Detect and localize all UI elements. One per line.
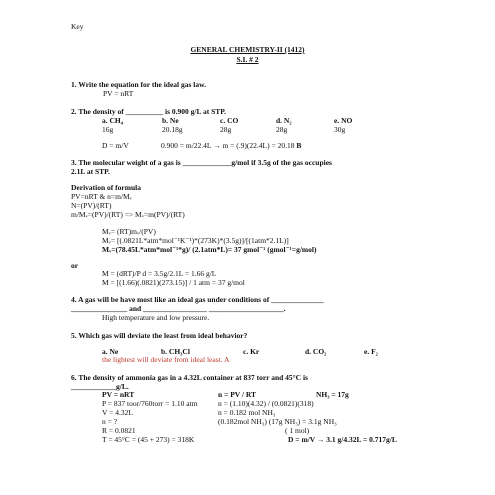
q1-answer: PV = nRT [103,89,134,98]
q4-prompt-line2: _______________ and _________________ ____________________. [71,304,286,313]
q2-calc-answer: B [296,141,302,150]
q3-equation-line1: Mᵥ= (RT)mᵥ/(PV) [102,227,156,236]
q6-header-ideal-gas: PV = nRT [102,390,135,399]
q2-mass-a: 16g [102,125,114,134]
q3-derivation-line1: PV=nRT & n=m/Mᵥ [71,192,132,201]
q5-prompt: 5. Which gas will deviate the least from ideal behavior? [71,331,248,340]
q1-prompt: 1. Write the equation for the ideal gas law. [71,80,206,89]
q3-equation-line3: Mᵥ=(78.45L*atm*mol⁻¹*g)/ (2.1atm*L)= 37 gmol⁻¹ (gmol⁻¹=g/mol) [102,245,317,254]
q2-mass-d: 28g [276,125,288,134]
q3-derivation-line2: N=(PV)/(RT) [71,201,112,210]
q3-derivation-heading: Derivation of formula [71,183,141,192]
q5-option-d: d. CO₂ [305,347,327,356]
q2-option-c: c. CO [220,116,239,125]
q2-mass-b: 20.18g [162,125,183,134]
q4-prompt-line1: 4. A gas will be have most like an ideal gas under conditions of ______________ [71,295,324,304]
q3-alt-line1: M = (dRT)/P d = 3.5g/2.1L = 1.66 g/L [102,269,217,278]
q3-derivation-line3: m/Mᵥ=(PV)/(RT) => Mᵥ=m(PV)/(RT) [71,210,185,219]
q6-given-temperature: T = 45°C = (45 + 273) = 318K [102,435,195,444]
q6-calc-moles-result: n = 0.182 mol NH₃ [218,408,276,417]
q6-prompt-line1: 6. The density of ammonia gas in a 4.32L container at 837 torr and 45°C is [71,373,308,382]
q6-given-r: R = 0.0821 [102,426,136,435]
q6-given-pressure: P = 837 toor/760torr = 1.10 atm [102,399,198,408]
q2-option-b: b. Ne [162,116,179,125]
q2-option-e: e. NO [334,116,353,125]
q5-option-a: a. Ne [102,347,119,356]
q6-given-volume: V = 4.32L [102,408,133,417]
q3-prompt-line1: 3. The molecular weight of a gas is _____________g/mol if 3.5g of the gas occupies [71,158,332,167]
q6-final-density: D = m/V → 3.1 g/4.32L = 0.717g/L [288,435,397,444]
q3-alt-line2: M = [(1.66)(.0821)(273.15)] / 1 atm = 37 g/mol [102,278,245,287]
q2-calc-right: 0.900 = m/22.4L → m = (.9)(22.4L) = 20.18 B [161,141,302,150]
q3-equation-line2: Mᵥ= [(.0821L*atm*mol⁻¹K⁻¹)*(273K)*(3.5g)]/[(1atm*2.1L)] [102,236,289,245]
q6-calc-mass-denominator: ( 1 mol) [285,426,310,435]
q6-calc-mass: (0.182mol NH₃) (17g NH₃) = 3.1g NH₃ [218,417,337,426]
q2-mass-c: 28g [220,125,232,134]
q6-prompt-line2: ____________g/L. [71,382,129,391]
q6-header-moles: n = PV / RT [218,390,257,399]
key-label: Key [71,22,84,31]
q5-option-b: b. CH₃Cl [161,347,190,356]
q6-given-moles: n = ? [102,417,118,426]
q5-option-c: c. Kr [243,347,260,356]
q2-option-a: a. CH₄ [102,116,123,125]
q6-header-molar-mass: NH₃ = 17g [316,390,349,399]
q2-mass-e: 30g [334,125,346,134]
page-title: GENERAL CHEMISTRY-II (1412) [190,45,305,54]
q5-option-e: e. F₂ [364,347,378,356]
q3-or-label: or [71,261,79,270]
page-subtitle: S.I. # 2 [236,55,259,64]
q5-answer-note: the lightest will deviate from ideal least. A [102,355,230,364]
q2-prompt: 2. The density of __________ is 0.900 g/L at STP. [71,107,227,116]
q3-prompt-line2: 2.1L at STP. [71,167,110,176]
q2-calc-left: D = m/V [102,141,129,150]
q6-calc-moles: n = (1.10)(4.32) / (0.0821)(318) [218,399,314,408]
q4-answer: High temperature and low pressure. [102,313,210,322]
q2-option-d: d. N₂ [276,116,292,125]
